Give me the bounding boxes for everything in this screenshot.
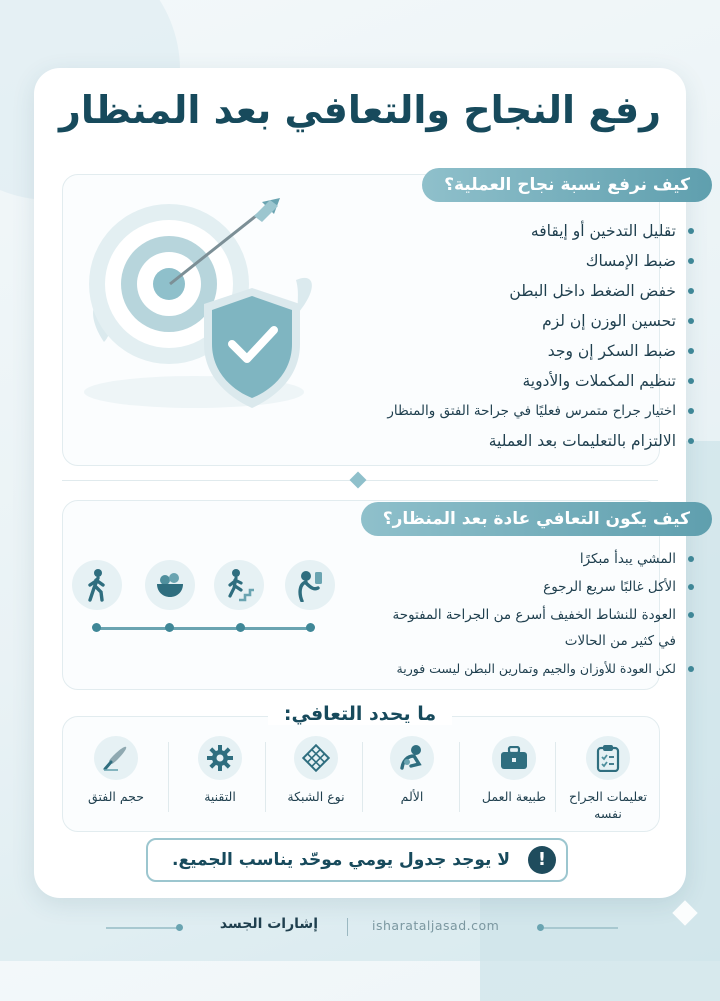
footer-line	[544, 927, 618, 929]
success-list	[364, 216, 694, 456]
footer-dot	[537, 924, 544, 931]
stairs-person-icon	[214, 560, 264, 610]
list-item: اختيار جراح متمرس فعليًا في جراحة الفتق والمنظار	[364, 396, 694, 426]
timeline-dot	[306, 623, 315, 632]
note-text: لا يوجد جدول يومي موحّد يناسب الجميع.	[172, 850, 510, 870]
drinking-person-icon	[285, 560, 335, 610]
exclamation-icon: !	[528, 846, 556, 874]
list-item: العودة للنشاط الخفيف أسرع من الجراحة المفتوحة في كثير من الحالات	[384, 602, 694, 654]
factor-label: نوع الشبكة	[287, 789, 345, 804]
factor-divider	[168, 742, 169, 812]
gear-icon	[198, 736, 242, 780]
list-item: تقليل التدخين أو إيقافه	[364, 216, 694, 246]
factor-work-nature	[474, 736, 554, 805]
footer-dot	[176, 924, 183, 931]
list-item: تحسين الوزن إن لزم	[364, 306, 694, 336]
timeline-line	[96, 627, 308, 630]
scalpel-icon	[94, 736, 138, 780]
timeline-dot	[165, 623, 174, 632]
list-item: ضبط الإمساك	[364, 246, 694, 276]
list-item: الأكل غالبًا سريع الرجوع	[384, 574, 694, 600]
mesh-icon	[294, 736, 338, 780]
note-box	[146, 838, 568, 882]
factors-heading: ما يحدد التعافي:	[268, 703, 452, 725]
factor-label: طبيعة العمل	[481, 789, 547, 804]
recovery-list	[384, 546, 694, 684]
factor-divider	[265, 742, 266, 812]
list-item: خفض الضغط داخل البطن	[364, 276, 694, 306]
factor-label: الألم	[400, 789, 424, 804]
page-title: رفع النجاح والتعافي بعد المنظار	[58, 88, 662, 132]
clipboard-checklist-icon	[586, 736, 630, 780]
footer-divider	[347, 918, 348, 936]
food-bowl-icon	[145, 560, 195, 610]
list-item: لكن العودة للأوزان والجيم وتمارين البطن ليست فورية	[384, 656, 694, 682]
list-item: ضبط السكر إن وجد	[364, 336, 694, 366]
factor-divider	[362, 742, 363, 812]
timeline-dot	[236, 623, 245, 632]
factors-heading-wrap	[0, 703, 720, 725]
website-link[interactable]: isharataljasad.com	[372, 918, 500, 933]
list-item: الالتزام بالتعليمات بعد العملية	[364, 426, 694, 456]
briefcase-icon	[492, 736, 536, 780]
list-item: تنظيم المكملات والأدوية	[364, 366, 694, 396]
factor-label: التقنية	[204, 789, 236, 804]
footer-line	[106, 927, 180, 929]
recovery-section-heading: كيف يكون التعافي عادة بعد المنظار؟	[361, 502, 712, 536]
pain-person-icon	[390, 736, 434, 780]
factor-label: حجم الفتق	[88, 789, 144, 804]
footer	[0, 916, 720, 940]
list-item: المشي يبدأ مبكرًا	[384, 546, 694, 572]
brand-name: إشارات الجسد	[219, 916, 318, 932]
factor-divider	[555, 742, 556, 812]
factor-surgeon-instructions	[568, 736, 648, 822]
success-section-heading: كيف نرفع نسبة نجاح العملية؟	[422, 168, 712, 202]
factor-pain	[372, 736, 452, 805]
factor-hernia-size	[76, 736, 156, 805]
factor-divider	[459, 742, 460, 812]
walking-person-icon	[72, 560, 122, 610]
timeline-dot	[92, 623, 101, 632]
factor-mesh-type	[276, 736, 356, 805]
factor-technique	[180, 736, 260, 805]
success-illustration	[74, 192, 324, 422]
factor-label: تعليمات الجراح نفسه	[569, 789, 647, 821]
